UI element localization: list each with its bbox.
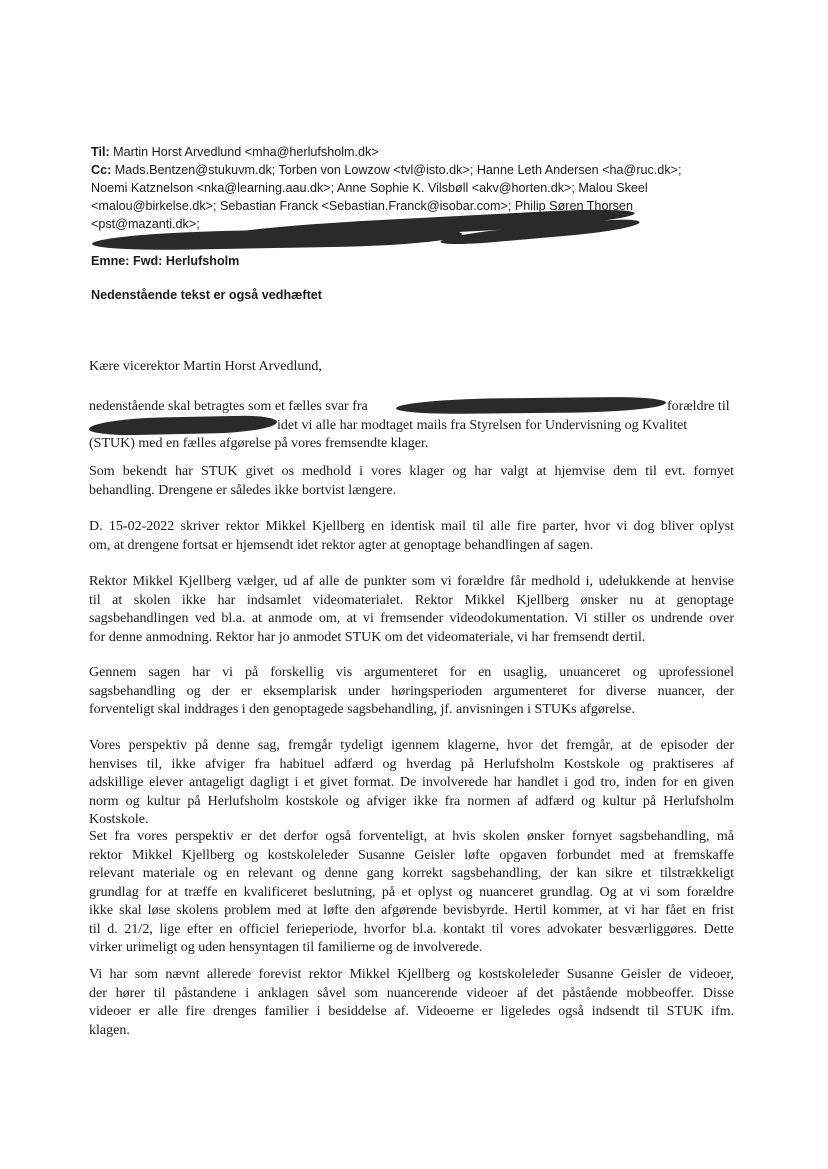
p7-line: rektor Mikkel Kjellberg og kostskoleleder Susanne Geisler løfte opgaven forbundet med at fremskaffe <box>89 847 734 863</box>
p1-text-d: (STUK) med en fælles afgørelse på vores fremsendte klager. <box>89 436 429 451</box>
paragraph-1 <box>89 398 734 454</box>
p1-text-b: forældre til <box>667 399 730 414</box>
paragraph-7 <box>89 828 734 958</box>
p8-line: klagen. <box>89 1022 130 1038</box>
p1-text-a: nedenstående skal betragtes som et fælles svar fra <box>89 399 368 414</box>
p7-line: ikke skal løse skolens problem med at løfte den afgørende bevisbyrde. Hertil kommer, at vi har fået en frist <box>89 903 734 918</box>
p5-line: sagsbehandling og der er eksemplarisk under høringsperioden argumenteret for diverse nuancer, der <box>89 683 734 699</box>
paragraph-2 <box>89 463 734 500</box>
p4-line: sagsbehandlingen ved bl.a. at anmode om, at vi fremsender videodokumentation. Vi stiller os undrende over <box>89 611 734 626</box>
cc-line-1 <box>91 161 741 179</box>
p5-line: Gennem sagen har vi på forskellig vis argumenteret for en usaglig, unuanceret og uprofessionel <box>89 665 734 680</box>
subject-label: Emne: <box>91 254 130 268</box>
p7-line: til d. 21/2, lige efter en officiel ferieperiode, hvorfor bl.a. kontakt til vores advokater besværliggøres. Dette <box>89 921 734 937</box>
subject-line <box>91 252 741 270</box>
p7-line: Set fra vores perspektiv er det derfor også forventeligt, at hvis skolen ønsker fornyet sagsbehandling, må <box>89 829 734 844</box>
p7-line: grundlag for at træffe en kvalificeret beslutning, på et oplyst og nuanceret grundlag. Og at vi som forældre <box>89 884 734 900</box>
paragraph-6 <box>89 737 734 830</box>
p6-line: adskillige elever antageligt dagligt i et givet format. De involverede har handlet i god tro, inden for en given <box>89 775 734 790</box>
cc-line-3: <malou@birkelse.dk>; Sebastian Franck <Sebastian.Franck@isobar.com>; Philip Søren Thorsen <box>91 199 633 213</box>
p2-line: behandling. Drengene er således ikke bortvist længere. <box>89 482 397 498</box>
paragraph-3 <box>89 518 734 555</box>
p2-line: Som bekendt har STUK givet os medhold i vores klager og har valgt at hjemvise dem til evt. fornyet <box>89 464 734 479</box>
p1-text-c: idet vi alle har modtaget mails fra Styrelsen for Undervisning og Kvalitet <box>277 417 688 433</box>
p6-line: Vores perspektiv på denne sag, fremgår tydeligt igennem klagerne, hvor det fremgår, at de episoder der <box>89 738 734 753</box>
p3-line: om, at drengene fortsat er hjemsendt idet rektor agter at genoptage behandlingen af sagen. <box>89 537 594 553</box>
p6-line: henvises til, ikke afviger fra habituel adfærd og hverdag på Herlufsholm Kostskole og praktiseres af <box>89 756 734 772</box>
p4-line: til at skolen ikke har indsamlet videomaterialet. Rektor Mikkel Kjellberg ønsker nu at genoptage <box>89 592 734 608</box>
cc-value-1: Mads.Bentzen@stukuvm.dk; Torben von Lowzow <tvl@isto.dk>; Hanne Leth Andersen <ha@ruc.dk>; <box>114 163 682 177</box>
cc-label: Cc: <box>91 163 112 177</box>
p6-line: Kostskole. <box>89 812 149 827</box>
to-value: Martin Horst Arvedlund <mha@herlufsholm.dk> <box>113 145 379 159</box>
paragraph-4 <box>89 573 734 647</box>
to-label: Til: <box>91 145 110 159</box>
p5-line: forventeligt skal inddrages i den genoptagede sagsbehandling, jf. anvisningen i STUKs afgørelse. <box>89 702 635 717</box>
to-line <box>91 143 741 161</box>
redaction-mark <box>89 415 277 436</box>
attachment-note: Nedenstående tekst er også vedhæftet <box>91 288 322 302</box>
p6-line: norm og kultur på Herlufsholm kostskole og afviger ikke fra normen af adfærd og kultur på Herlufsholm <box>89 793 734 809</box>
cc-line-4: <pst@mazanti.dk>; <box>91 217 200 231</box>
p8-line: der hører til påstandene i anklagen såvel som nuancerende videoer af det påstående mobbeoffer. Disse <box>89 985 734 1001</box>
p7-line: relevant materiale og en relevant og denne gang korrekt sagsbehandling, der kan sikre et tilstrækkeligt <box>89 866 734 881</box>
subject-value: Fwd: Herlufsholm <box>133 254 240 268</box>
redaction-mark <box>396 397 666 415</box>
cc-line-2: Noemi Katznelson <nka@learning.aau.dk>; Anne Sophie K. Vilsbøll <akv@horten.dk>; Malou Skeel <box>91 181 648 195</box>
paragraph-8 <box>89 966 734 1040</box>
p4-line: for denne anmodning. Rektor har jo anmodet STUK om det videomateriale, vi har fremsendt dertil. <box>89 629 646 645</box>
p7-line: virker urimeligt og uden hensyntagen til familierne og de involverede. <box>89 940 483 955</box>
p8-line: Vi har som nævnt allerede forevist rektor Mikkel Kjellberg og kostskoleleder Susanne Geisler de videoer, <box>89 967 734 982</box>
p4-line: Rektor Mikkel Kjellberg vælger, ud af alle de punkter som vi forældre får medhold i, udelukkende at henvise <box>89 574 734 589</box>
paragraph-5 <box>89 664 734 720</box>
p3-line: D. 15-02-2022 skriver rektor Mikkel Kjellberg en identisk mail til alle fire parter, hvor vi dog bliver oplyst <box>89 519 734 534</box>
salutation: Kære vicerektor Martin Horst Arvedlund, <box>89 359 322 374</box>
p8-line: videoer er alle fire drenges familier i besiddelse af. Videoerne er ligeledes også indsendt til STUK ifm. <box>89 1004 734 1019</box>
